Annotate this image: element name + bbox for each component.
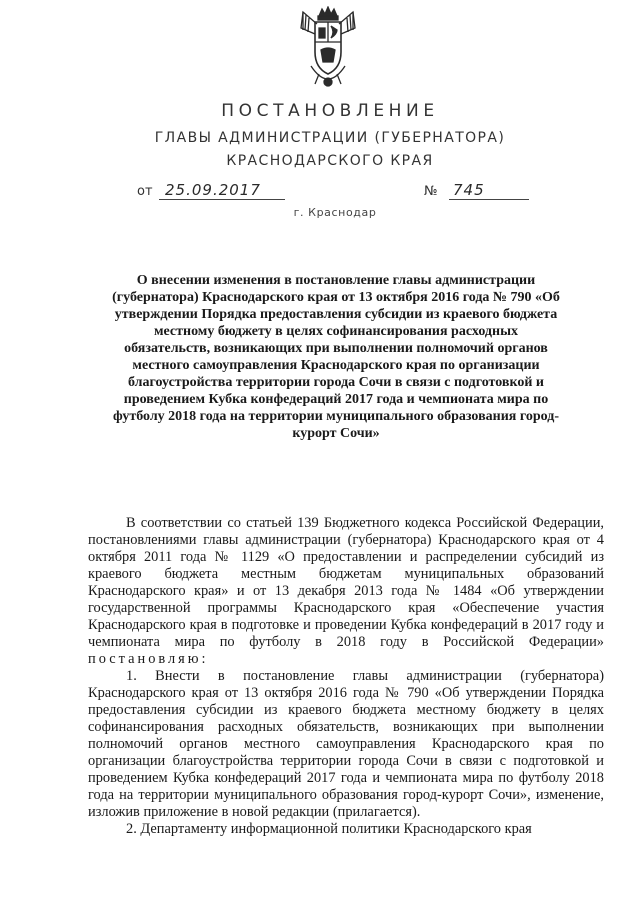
date-number-row (137, 180, 537, 204)
item-2-paragraph: 2. Департаменту информационной политики Краснодарского края (126, 821, 532, 837)
issuer-line-1: ГЛАВЫ АДМИНИСТРАЦИИ (ГУБЕРНАТОРА) (154, 130, 506, 146)
item-1-paragraph: 1. Внести в постановление главы администрации (губернатора) Краснодарского края от 13 октября 2016 года № 790 «Об утверждении Порядка предоставления субсидии из краевого бюджета местному бюджету в целях софинансирования расходных обязательств, возникающих при выполнении полномочий органов местного самоуправления Краснодарского края по организации благоустройства территории города Сочи в связи с подготовкой и проведением Кубка конфедераций 2017 года и чемпионата мира по футболу 2018 года на территории муниципального образования город-курорт Сочи», изменение, изложив приложение в новой редакции (прилагается). (88, 668, 604, 820)
handwritten-number: 745 (453, 181, 485, 199)
decree-word: постановляю: (88, 651, 209, 667)
preamble-paragraph (88, 515, 604, 668)
preamble-text: В соответствии со статьей 139 Бюджетного кодекса Российской Федерации, постановлениями главы администрации (губернатора) Краснодарского края от 4 октября 2011 года № 1129 «О предоставлении и распределении субсидий из краевого бюджета местным бюджетам муниципальных образований Краснодарского края» и от 13 декабря 2013 года № 1484 «Об утверждении государственной программы Краснодарского края «Обеспечение участия Краснодарского края в подготовке и проведении Кубка конфедераций в 2017 году и чемпионата мира по футболу в 2018 году в Российской Федерации» (88, 515, 604, 650)
date-prefix: от (137, 184, 153, 199)
document-title: ПОСТАНОВЛЕНИЕ (221, 101, 439, 121)
document-subject: О внесении изменения в постановление главы администрации (губернатора) Краснодарского края от 13 октября 2016 года № 790 «Об утверждении Порядка предоставления субсидии из краевого бюджета местному бюджету в целях софинансирования расходных обязательств, возникающих при выполнении полномочий органов местного самоуправления Краснодарского края по организации благоустройства территории города Сочи в связи с подготовкой и проведением Кубка конфедераций 2017 года и чемпионата мира по футболу 2018 года на территории муниципального образования город-курорт Сочи» (112, 273, 560, 441)
number-prefix: № (424, 184, 438, 199)
date-field (159, 182, 285, 200)
number-field (449, 182, 529, 200)
issuer-line-2: КРАСНОДАРСКОГО КРАЯ (226, 153, 434, 169)
coat-of-arms-icon (297, 6, 359, 92)
document-body (88, 515, 604, 838)
handwritten-date: 25.09.2017 (165, 181, 261, 199)
city-label: г. Краснодар (293, 206, 377, 219)
